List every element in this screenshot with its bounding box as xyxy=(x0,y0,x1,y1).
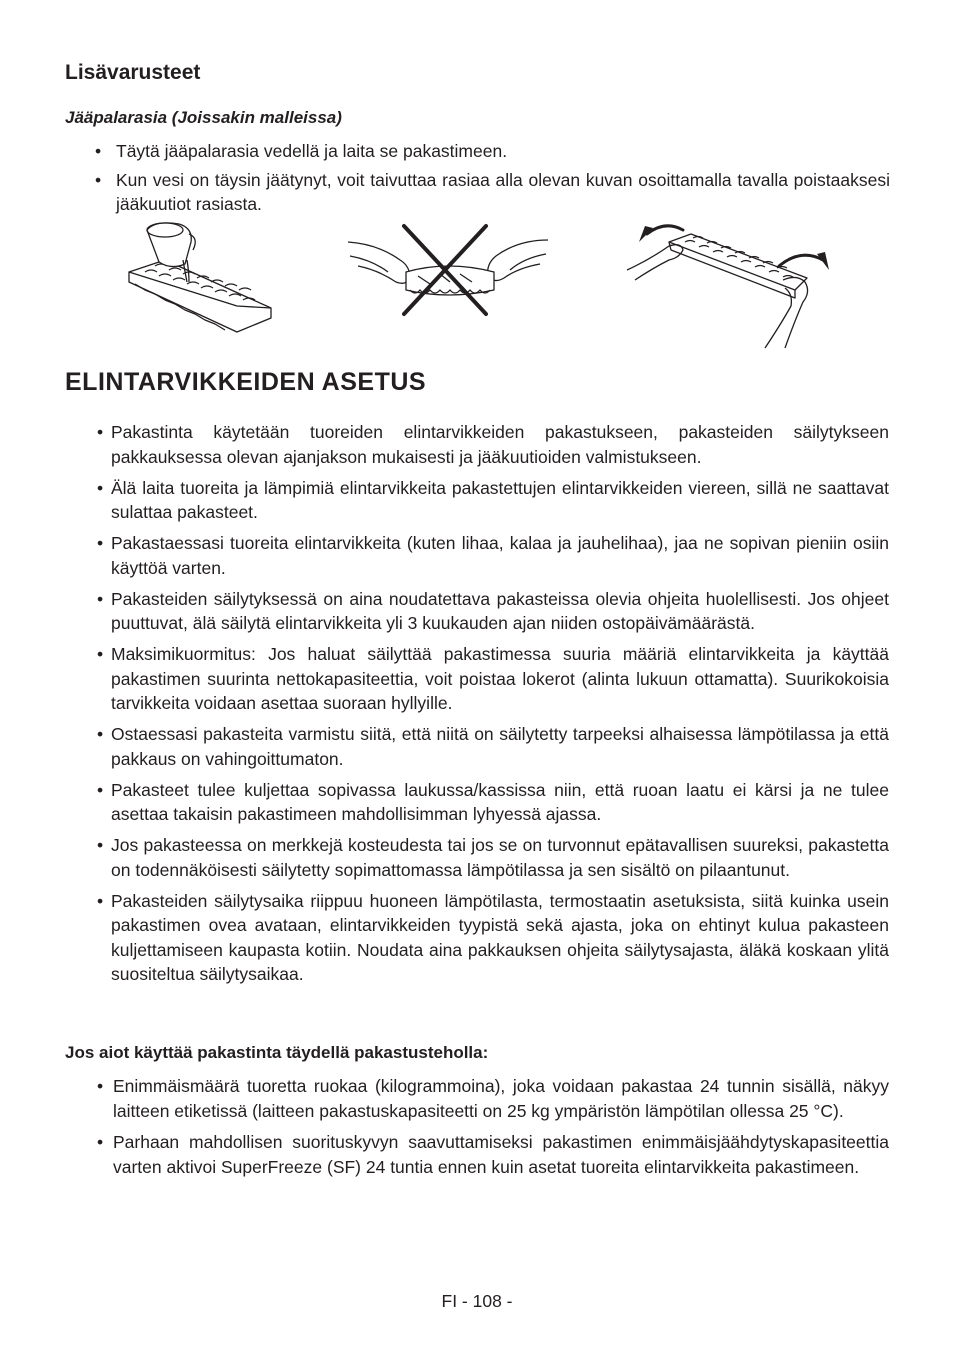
list-item: • Pakastaessasi tuoreita elintarvikkeita (kuten lihaa, kalaa ja jauhelihaa), jaa ne sopivan pieniin osiin käyttöä varten. xyxy=(97,531,889,580)
list-item: • Ostaessasi pakasteita varmistu siitä, että niitä on säilytetty tarpeeksi alhaisessa lämpötilassa ja että pakkaus on vahingoittumaton. xyxy=(97,722,889,771)
food-placement-list xyxy=(97,420,889,993)
ice-tray-heading: Jääpalarasia (Joissakin malleissa) xyxy=(65,108,342,127)
list-item: • Pakasteiden säilytyksessä on aina noudatettava pakasteissa olevia ohjeita huolellisesti. Jos ohjeet puuttuvat, älä säilytä elintarvikkeita yli 3 kuukauden ajan niiden ostopäivämäärästä. xyxy=(97,587,889,636)
list-item: • Täytä jääpalarasia vedellä ja laita se pakastimeen. xyxy=(95,139,890,164)
ice-tray-filling-icon xyxy=(125,220,275,338)
list-item: • Enimmäismäärä tuoretta ruokaa (kilogrammoina), joka voidaan pakastaa 24 tunnin sisällä, näkyy laitteen etiketissä (laitteen pakastuskapasiteetti on 25 kg ympäristön lämpötilan ollessa 25 °C). xyxy=(97,1074,889,1123)
ice-tray-illustrations xyxy=(120,220,840,350)
accessories-heading: Lisävarusteet xyxy=(65,61,201,84)
ice-tray-wrong-twist-icon xyxy=(348,220,548,320)
list-item: • Maksimikuormitus: Jos haluat säilyttää pakastimessa suuria määriä elintarvikkeita ja käyttää pakastimen suurinta nettokapasiteettia, voit poistaa lokerot (alinta lukuun ottamatta). Suurikokoisia tarvikkeita voidaan asettaa suoraan hyllyille. xyxy=(97,642,889,716)
list-item: • Pakasteet tulee kuljettaa sopivassa laukussa/kassissa niin, että ruoan laatu ei kärsi ja ne tulee asettaa takaisin pakastimeen mahdollisimman lyhyessä ajassa. xyxy=(97,778,889,827)
list-item: • Jos pakasteessa on merkkejä kosteudesta tai jos se on turvonnut epätavallisen suureksi, pakastetta on todennäköisesti säilytetty sopimattomassa lämpötilassa ja sen sisältö on pilaantunut. xyxy=(97,833,889,882)
ice-tray-correct-bend-icon xyxy=(625,220,835,350)
ice-tray-instructions xyxy=(95,139,890,221)
list-item: • Pakastinta käytetään tuoreiden elintarvikkeiden pakastukseen, pakasteiden säilytykseen pakkauksessa olevan ajanjakson mukaisesti ja jääkuutioiden valmistukseen. xyxy=(97,420,889,469)
full-capacity-list xyxy=(97,1074,889,1186)
list-item: • Kun vesi on täysin jäätynyt, voit taivuttaa rasiaa alla olevan kuvan osoittamalla tavalla poistaaksesi jääkuutiot rasiasta. xyxy=(95,168,890,217)
page-number: FI - 108 - xyxy=(441,1291,513,1311)
list-item: • Älä laita tuoreita ja lämpimiä elintarvikkeita pakastettujen elintarvikkeiden viereen, sillä ne saattavat sulattaa pakasteet. xyxy=(97,476,889,525)
list-item: • Parhaan mahdollisen suorituskyvyn saavuttamiseksi pakastimen enimmäisjäähdytyskapasiteettia varten aktivoi SuperFreeze (SF) 24 tuntia ennen kuin asetat tuoreita elintarvikkeita pakastimeen. xyxy=(97,1130,889,1179)
list-item: • Pakasteiden säilytysaika riippuu huoneen lämpötilasta, termostaatin asetuksista, siitä kuinka usein pakastimen ovea avataan, elintarvikkeiden tyypistä sekä ajasta, joka on ehtinyt kulua pakasteen kuljettamiseen kaupasta kotiin. Noudata aina pakkauksen ohjeita säilytysajasta, äläkä koskaan ylitä suositeltua säilytysaikaa. xyxy=(97,889,889,987)
food-placement-heading: ELINTARVIKKEIDEN ASETUS xyxy=(65,368,427,396)
full-capacity-heading: Jos aiot käyttää pakastinta täydellä pakastusteholla: xyxy=(65,1043,489,1062)
